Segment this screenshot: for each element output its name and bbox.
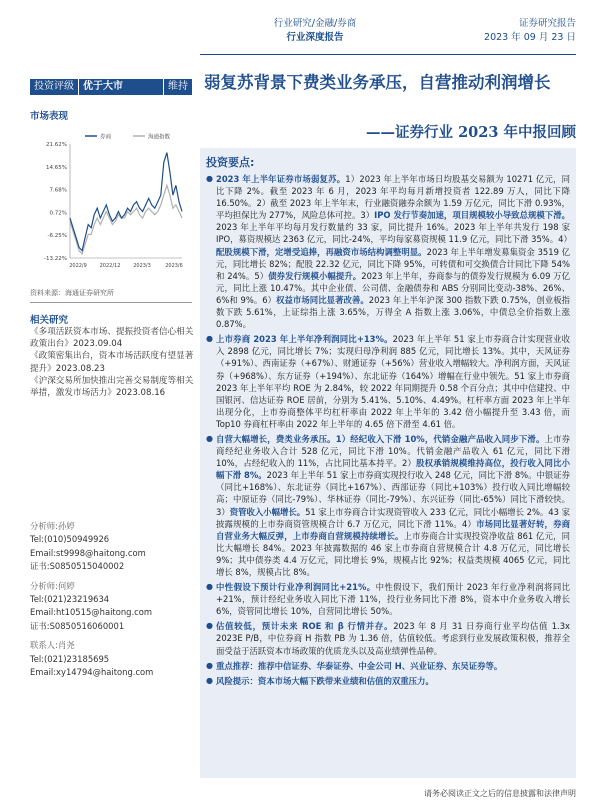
analyst-email[interactable]: Email:ht10515@haitong.com: [30, 607, 153, 618]
y-tick-label: 21.62%: [46, 142, 67, 148]
body-text: 上市券商经纪业务收入合计 528 亿元，同比下滑 10%。代销金融产品收入 61 亿元，同比下滑 10%，占经纪收入的 11%，占比同比基本持平。2）: [216, 433, 571, 469]
rating-bar: [30, 79, 192, 95]
rating-status: 维持: [163, 79, 192, 95]
highlight-text: 2023 年上半年证券市场弱复苏。: [216, 174, 346, 184]
related-item[interactable]: 《多项活跃资本市场、提振投资者信心相关政策出台》2023.09.04: [30, 327, 194, 350]
series-line-brokers: [70, 153, 182, 251]
body-text: 2023 年上半年增发募集资金 3519 亿元，同比增长 82%；配股 22.32 亿元，同比下降 95%，可转债和可交换债合计同比下降 54%和 24%。5）: [216, 246, 570, 281]
bullet-icon: ●: [206, 675, 213, 685]
header-divider: [200, 54, 576, 55]
market-chart: [30, 130, 192, 280]
highlight-text: 自营大幅增长，费类业务承压。: [216, 433, 336, 444]
rating-value: 优于大市: [78, 79, 127, 95]
highlight-text: 中性假设下预计行业净利润同比+21%。: [216, 582, 376, 593]
analyst-email[interactable]: Email:st9998@haitong.com: [30, 547, 146, 558]
y-tick-label: 7.68%: [49, 187, 67, 194]
legend-label: 海通指数: [148, 134, 171, 141]
highlight-text: 资管收入小幅增长。: [229, 506, 306, 517]
header-date: 2023 年 09 月 23 日: [484, 32, 576, 43]
body-text: 2023 年上半年，券商参与的债券发行规模为 6.09 万亿元，同比上涨 10.47%。其中企业债、公司债、金融债券和 ABS 分别同比变动-38%、26%、6%和 9%。6）: [216, 270, 570, 305]
related-label: 相关研究: [30, 315, 69, 326]
related-list: [30, 326, 194, 399]
body-text: 2023 年上半年 51 家上市券商实现投行收入 248 亿元，同比下滑 8%。中银证券（同比+168%）、东北证券（同比+167%）、西部证券（同比+103%）投行收入同比增幅较高；中原证券（同比-79%）、华林证券（同比-79%）、东兴证券（同比-65%）同比下滑较快。3）: [216, 470, 570, 517]
key-point: [206, 675, 570, 687]
highlight-text: 股权承销规模维持高位，投行收入同比小幅下滑 8%。: [216, 458, 571, 481]
body-text: 2023 年上半年 51 家上市券商合计实现营业收入 2898 亿元，同比增长 7%；实现归母净利润 885 亿元，同比增长 13%。其中，天风证券（+91%）、西南证券（+67%）、财通证券（+56%）营业收入增幅较大。净利润方面，天风证券（+968%）、东方证券（+194%）、东北证券（164%）增幅在行业中领先。51 家上市券商 2023 年上半年平均 ROE 为 2.84%，较 2022 年同期提升 0.58 个百分点；其中中信建投、中国银河、信达证券 ROE 居前，分别为 5.41%、5.10%、4.49%。杠杆率方面 2023 年上半年出现分化，上市券商整体平均杠杆率由 2022 年上半年的 3.42 倍小幅提升至 3.43 倍，而 Top10 券商杠杆率由 2022 年上半年的 4.65 倍下滑至 4.61 倍。: [216, 334, 570, 429]
header-center: [250, 17, 380, 45]
key-point: [206, 333, 570, 430]
page-subtitle: ——证券行业 2023 年中报回顾: [366, 124, 576, 141]
analyst-phone: Tel:(021)23219634: [30, 594, 110, 605]
header-report-type: 行业深度报告: [286, 32, 344, 43]
highlight-text: 债券发行规模小幅提升。: [268, 270, 362, 281]
analyst-role: 分析师:孙婷: [30, 521, 75, 531]
highlight-text: 权益市场同比显著改善。: [276, 294, 369, 305]
body-text: 1）2023 年上半年市场日均股基交易额为 10271 亿元，同比下降 2%。截至 2023 年 6 月，2023 年平均每月新增投资者 122.89 万人，同比下降 16.50%。2）截至 2023 年上半年末，行业融资融券余额为 1.59 万亿元，同比下滑 0.93%，平均担保比为 277%，风险总体可控。3）: [216, 174, 570, 221]
header-brand: 证券研究报告: [518, 18, 576, 29]
series-line-index: [70, 185, 182, 254]
header-category: 行业研究/金融/券商: [273, 18, 357, 29]
bullet-icon: ●: [206, 621, 213, 631]
footer-disclaimer: 请务必阅读正文之后的信息披露和法律声明: [424, 789, 576, 798]
rating-label: 投资评级: [34, 81, 74, 92]
bullet-icon: ●: [206, 660, 213, 670]
highlight-text: 风险提示：资本市场大幅下跌带来业绩和估值的双重压力。: [216, 675, 434, 686]
x-tick-label: 2023/3: [133, 263, 151, 269]
key-points-title: 投资要点:: [206, 156, 255, 169]
body-text: 2023 年上半年沪深 300 指数下跌 0.75%，创业板指数下跌 5.61%，上证综指上涨 3.65%，万得全 A 指数上涨 3.06%，中债总全价指数上涨 0.87%。: [216, 294, 570, 330]
highlight-text: 重点推荐：推荐中信证券、华泰证券、中金公司 H、兴业证券、东吴证券等。: [216, 660, 503, 671]
related-item[interactable]: 《政策密集出台，资本市场活跃度有望显著提升》2023.08.23: [30, 351, 194, 374]
key-point: [206, 173, 570, 330]
key-point: [206, 660, 570, 672]
y-tick-label: -6.25%: [47, 233, 67, 240]
y-tick-label: 0.72%: [49, 210, 67, 217]
analyst-block: [30, 520, 194, 679]
key-points-body: [206, 173, 570, 690]
analyst-email[interactable]: Email:xy14794@haitong.com: [30, 667, 154, 678]
market-label: 市场表现: [30, 111, 69, 122]
y-tick-label: 14.65%: [46, 164, 67, 171]
body-text: 2023 年 8 月 31 日券商行业平均估值 1.3x 2023E P/B，中位券商 H 指数 PB 为 1.36 倍，估值较低。考虑到行业发展政策积极，推荐全面受益于活跃资本市场政策的优质龙头以及高业绩弹性品种。: [216, 621, 570, 656]
related-item[interactable]: 《沪深交易所加快推出完善交易制度等相关举措，激发市场活力》2023.08.16: [30, 375, 194, 399]
bullet-icon: ●: [206, 433, 213, 443]
legend-label: 券商: [100, 134, 112, 141]
page-title: 弱复苏背景下费类业务承压，自营推动利润增长: [204, 73, 551, 92]
body-text: 中性假设下，我们预计 2023 年行业净利润将同比+21%，预计经纪业务收入同比下滑 11%，投行业务同比下滑 8%，资本中介业务收入增长 6%，资管同比增长 10%，自营同比增长 50%。: [216, 582, 571, 617]
chart-source: 资料来源：海通证券研究所: [30, 289, 114, 297]
highlight-text: 市场同比显著好转，券商自营业务大幅反弹，上市券商自营规模持续增长。: [216, 518, 570, 541]
body-text: 上市券商合计实现投资净收益 861 亿元，同比大幅增长 84%。2023 年披露数据的 46 家上市券商自营规模合计 4.8 万亿元，同比增长 9%；其中债券类 4.4 万亿元，同比增长 9%，规模占比 92%；权益类规模 4065 亿元，同比增长 8%，规模占比 8%。: [216, 530, 571, 577]
highlight-text: 1）经纪收入下滑 10%，代销金融产品收入同步下滑。: [335, 433, 545, 444]
x-tick-label: 2023/6: [165, 263, 183, 269]
analyst-role: 联系人:肖尧: [30, 640, 75, 651]
header-right: [484, 17, 576, 45]
x-tick-label: 2022/12: [99, 263, 121, 269]
key-point: [206, 620, 570, 656]
y-tick-label: -13.22%: [44, 256, 67, 262]
analyst-role: 分析师:何婷: [30, 580, 75, 591]
divider: [30, 302, 192, 303]
bullet-icon: ●: [206, 334, 213, 344]
highlight-text: 配股规模下滑，定增受追捧，再融资市场结构调整明显。: [216, 246, 427, 257]
analyst-cert: 证书:S0850515040002: [30, 561, 125, 572]
body-text: 2023 年上半年平均每月发行数量约 33 家，同比提升 16%。2023 年上半年共发行 198 家 IPO，募资规模达 2363 亿元，同比-24%，平均每家募资规模 11.9 亿元，同比下滑 35%。4）: [216, 222, 572, 245]
body-text: 51 家上市券商合计实现资管收入 233 亿元，同比小幅增长 2%。43 家披露规模的上市券商资管规模合计 6.7 万亿元，同比下滑 11%。4）: [216, 506, 570, 529]
analyst-phone: Tel:(010)50949926: [30, 534, 110, 545]
analyst-cert: 证书:S0850516060001: [30, 620, 125, 631]
analyst-phone: Tel:(021)23185695: [30, 653, 110, 664]
key-point: [206, 581, 570, 617]
highlight-text: 上市券商 2023 年上半年净利润同比+13%。: [216, 334, 393, 345]
key-point: [206, 433, 570, 578]
x-tick-label: 2022/9: [69, 263, 87, 269]
bullet-icon: ●: [206, 174, 213, 183]
highlight-text: 估值较低，预计未来 ROE 和 β 行情并存。: [216, 621, 394, 632]
highlight-text: IPO 发行节奏加速，项目规模较小导致总规模下滑。: [374, 210, 571, 221]
bullet-icon: ●: [206, 582, 213, 592]
